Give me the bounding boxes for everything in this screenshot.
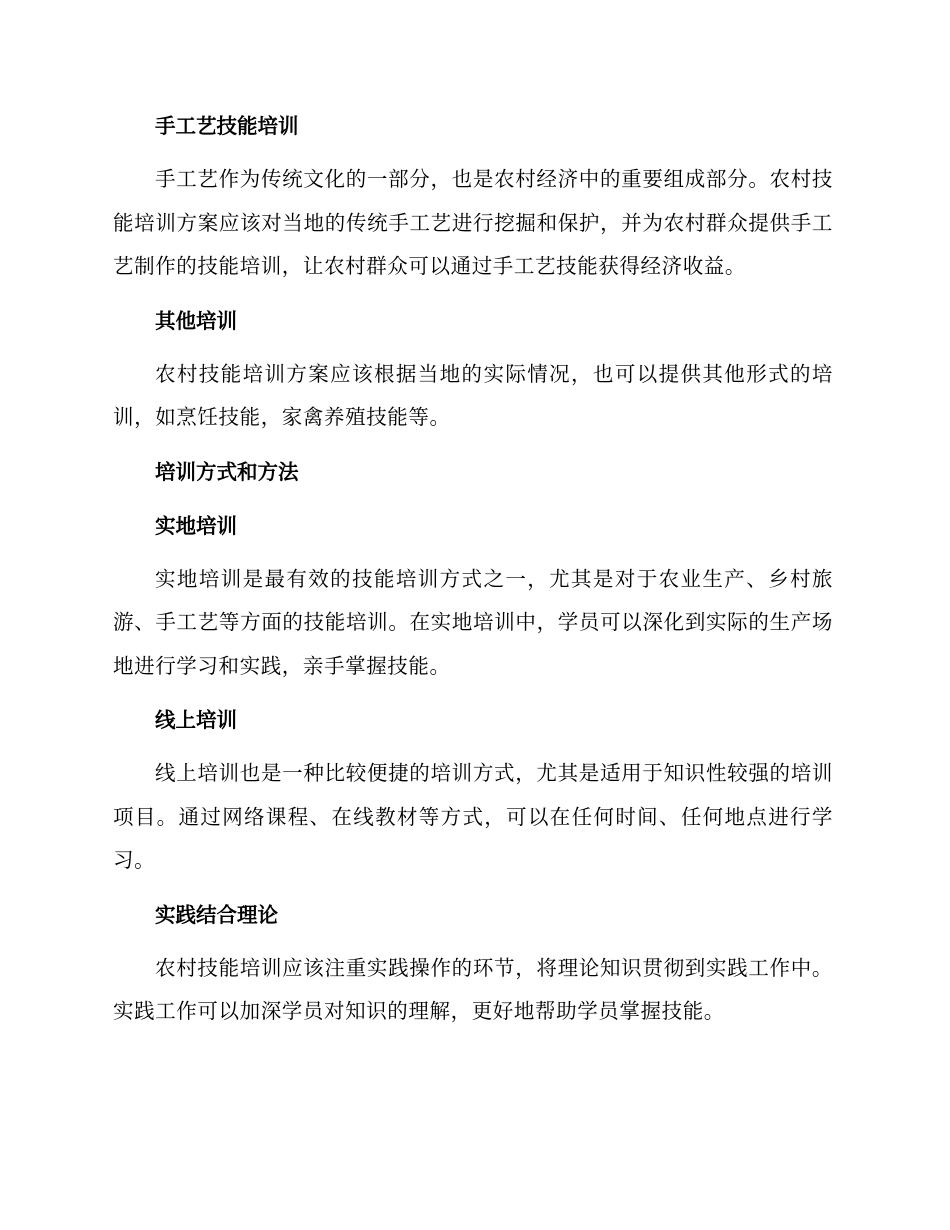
paragraph-field: 实地培训是最有效的技能培训方式之一，尤其是对于农业生产、乡村旅游、手工艺等方面的技能培训。在实地培训中，学员可以深化到实际的生产场地进行学习和实践，亲手掌握技能。 xyxy=(113,566,833,678)
section-heading-field: 实地培训 xyxy=(155,513,237,538)
document-page xyxy=(113,104,833,1044)
section-heading-practice: 实践结合理论 xyxy=(155,902,278,927)
section-heading-methods: 培训方式和方法 xyxy=(155,459,299,484)
section-heading-other: 其他培训 xyxy=(155,308,237,333)
section-heading-online: 线上培训 xyxy=(155,708,237,732)
paragraph-handicraft: 手工艺作为传统文化的一部分，也是农村经济中的重要组成部分。农村技能培训方案应该对当地的传统手工艺进行挖掘和保护，并为农村群众提供手工艺制作的技能培训，让农村群众可以通过手工艺技能获得经济收益。 xyxy=(113,167,833,278)
paragraph-other: 农村技能培训方案应该根据当地的实际情况，也可以提供其他形式的培训，如烹饪技能，家禽养殖技能等。 xyxy=(113,361,833,429)
section-heading-handicraft: 手工艺技能培训 xyxy=(155,114,299,138)
paragraph-practice: 农村技能培训应该注重实践操作的环节，将理论知识贯彻到实践工作中。实践工作可以加深学员对知识的理解，更好地帮助学员掌握技能。 xyxy=(113,955,833,1023)
paragraph-online: 线上培训也是一种比较便捷的培训方式，尤其是适用于知识性较强的培训项目。通过网络课程、在线教材等方式，可以在任何时间、任何地点进行学习。 xyxy=(113,761,833,872)
